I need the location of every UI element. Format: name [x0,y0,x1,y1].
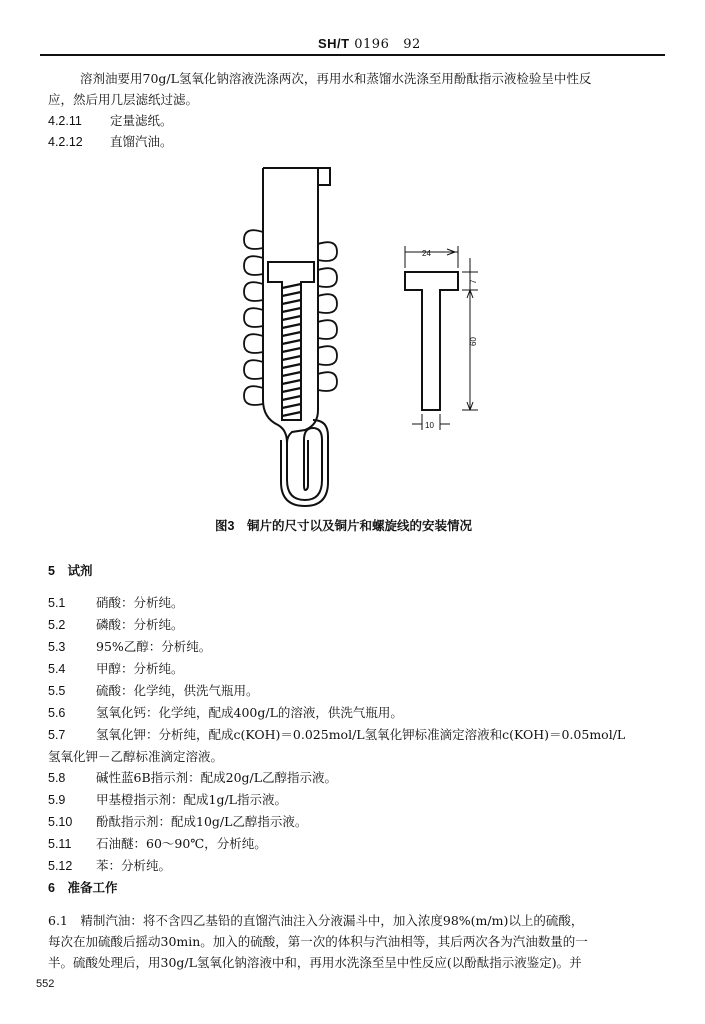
item-number: 5.11 [48,837,72,851]
section-6-title: 6 准备工作 [48,881,118,895]
item-number: 5.8 [48,771,66,785]
dim-top-width: 24 [422,249,431,258]
list-item [48,724,625,746]
header-year: 92 [403,37,421,52]
item-number: 5.6 [48,706,66,720]
list-item [48,636,625,658]
list-item [48,702,625,724]
dim-total-height: 60 [469,337,478,346]
item-text: 甲醇：分析纯。 [96,661,184,676]
item-number: 5.5 [48,684,66,698]
item-text: 甲基橙指示剂：配成1g/L指示液。 [96,792,287,807]
list-item [48,855,625,877]
intro-line-1: 溶剂油要用70g/L氢氧化钠溶液洗涤两次，再用水和蒸馏水洗涤至用酚酞指示液检验呈中性反 [80,71,592,86]
strip-outline [405,272,458,410]
item-number: 4.2.11 [48,114,82,128]
list-item [48,592,625,614]
header-code: 0196 [354,37,390,52]
item-text: 氢氧化钾－乙醇标准滴定溶液。 [48,749,224,764]
item-number: 5.9 [48,793,66,807]
item-text: 碱性蓝6B指示剂：配成20g/L乙醇指示液。 [96,770,338,785]
page-number: 552 [36,978,55,990]
item-number: 5.7 [48,728,66,742]
strip-dimension-drawing [405,246,478,430]
section-6-line-3: 半。硫酸处理后，用30g/L氢氧化钠溶液中和，再用水洗涤至呈中性反应(以酚酞指示液鉴定)。并 [48,955,582,970]
item-text: 磷酸：分析纯。 [96,617,184,632]
coil-right [318,242,337,391]
list-item [48,767,625,789]
item-text: 定量滤纸。 [110,113,173,128]
item-text: 石油醚：60～90℃，分析纯。 [96,836,267,851]
item-text: 氢氧化钙：化学纯，配成400g/L的溶液，供洗气瓶用。 [96,705,403,720]
tube-outline [263,168,318,443]
item-number: 5.12 [48,859,73,873]
list-item [48,811,625,833]
list-item [48,658,625,680]
item-text: 硫酸：化学纯，供洗气瓶用。 [96,683,259,698]
item-text: 酚酞指示剂：配成10g/L乙醇指示液。 [96,814,308,829]
item-number: 4.2.12 [48,135,83,149]
list-item [48,833,625,855]
list-item-continuation [48,746,625,767]
item-number: 5.1 [48,596,66,610]
item-text: 95%乙醇：分析纯。 [96,639,212,654]
item-text: 苯：分析纯。 [96,858,172,873]
section-5-title: 5 试剂 [48,564,93,578]
item-number: 5.3 [48,640,66,654]
item-text: 氢氧化钾：分析纯，配成c(KOH)＝0.025mol/L氢氧化钾标准滴定溶液和c(KOH)＝0.05mol/L [96,727,626,742]
list-item [48,680,625,702]
section-5-list [48,592,625,877]
dim-top-height: 7 [469,279,478,284]
item-text: 直馏汽油。 [110,134,173,149]
list-item [48,614,625,636]
item-text: 硝酸：分析纯。 [96,595,184,610]
spiral-thread [282,284,301,416]
section-6-line-1: 6.1 精制汽油：将不含四乙基铅的直馏汽油注入分液漏斗中，加入浓度98%(m/m)以上的硫酸， [48,913,584,928]
figure-caption: 图3 铜片的尺寸以及铜片和螺旋线的安装情况 [215,519,472,533]
bottom-hook [287,428,322,500]
item-number: 5.10 [48,815,73,829]
section-6-line-2: 每次在加硫酸后摇动30min。加入的硫酸，第一次的体积与汽油相等，其后两次各为汽油数量的一 [48,934,588,949]
intro-line-2: 应，然后用几层滤纸过滤。 [48,92,199,107]
header-standard: SH/T [318,36,350,51]
dim-stem-width: 10 [425,421,434,430]
copper-strip-assembly-drawing [244,168,337,506]
coil-left [244,230,263,405]
list-item [48,789,625,811]
item-number: 5.4 [48,662,66,676]
tube-cap [318,168,330,185]
item-number: 5.2 [48,618,66,632]
